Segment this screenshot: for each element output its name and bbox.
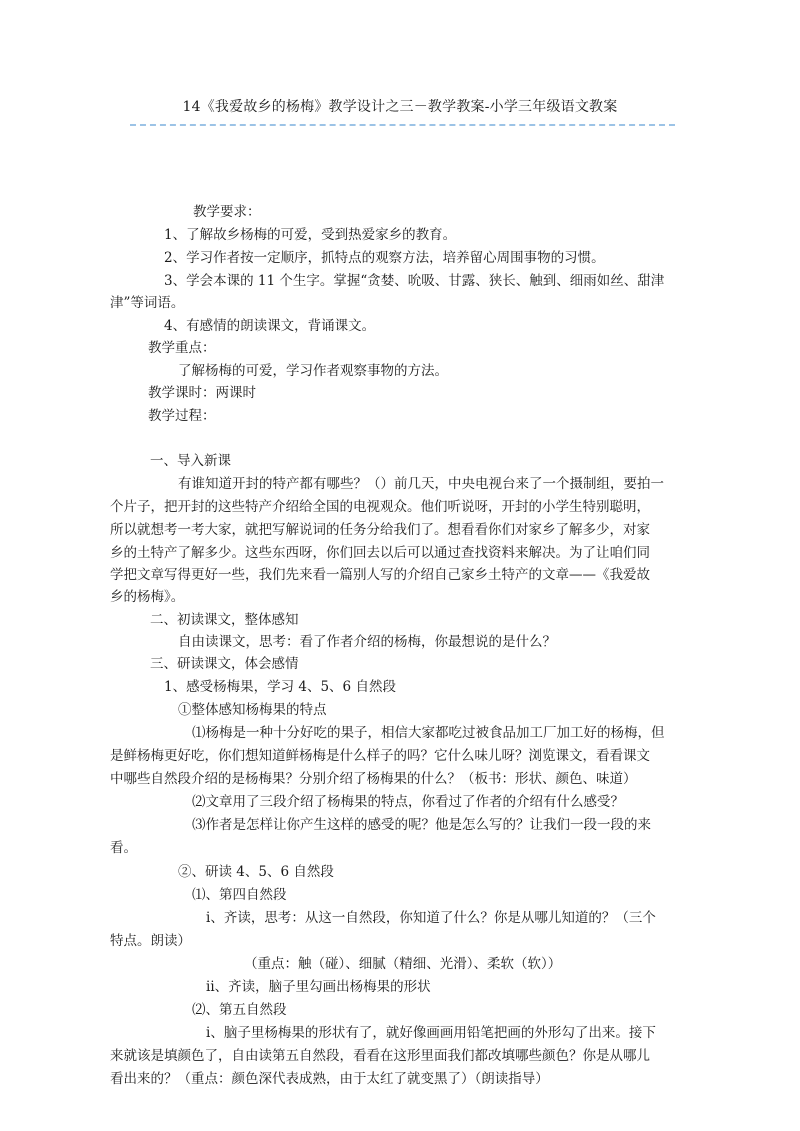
text-line: 有谁知道开封的特产都有哪些？（）前几天，中央电视台来了一个摄制组，要拍一	[178, 476, 664, 492]
text-line: 看出来的？（重点：颜色深代表成熟，由于太红了就变黑了）（朗读指导）	[110, 1071, 549, 1087]
text-line: ⑵、第五自然段	[192, 1002, 287, 1018]
text-line: ⅰ、齐读，思考：从这一自然段，你知道了什么？你是从哪儿知道的？（三个	[206, 910, 656, 926]
text-line: 特点。朗读）	[110, 933, 191, 949]
text-line: ①整体感知杨梅果的特点	[178, 702, 327, 718]
text-line: 自由读课文，思考：看了作者介绍的杨梅，你最想说的是什么？	[178, 634, 556, 650]
title-divider	[130, 124, 675, 126]
section-heading: 三、研读课文，体会感情	[150, 656, 299, 672]
section-heading: 一、导入新课	[150, 453, 231, 469]
text-line: 津”等词语。	[110, 295, 185, 311]
text-line: ②、研读 4、5、6 自然段	[178, 864, 334, 880]
text-line: 是鲜杨梅更好吃，你们想知道鲜杨梅是什么样子的吗？它什么味儿呀？浏览课文，看看课文	[110, 748, 650, 764]
section-heading: 二、初读课文，整体感知	[150, 612, 299, 628]
text-line: 教学要求：	[193, 204, 261, 220]
text-line: ⑵文章用了三段介绍了杨梅果的特点，你看过了作者的介绍有什么感受？	[192, 794, 624, 810]
text-line: 教学过程：	[148, 408, 216, 424]
text-line: 乡的杨梅》。	[110, 589, 185, 605]
text-line: ⑴杨梅是一种十分好吃的果子，相信大家都吃过被食品加工厂加工好的杨梅，但	[192, 725, 665, 741]
text-line: 1、了解故乡杨梅的可爱，受到热爱家乡的教育。	[164, 227, 457, 243]
text-line: 看。	[110, 840, 137, 856]
text-line: ⅰ、脑子里杨梅果的形状有了，就好像画画用铅笔把画的外形勾了出来。接下	[206, 1025, 656, 1041]
text-line: 学把文章写得更好一些，我们先来看一篇别人写的介绍自己家乡土特产的文章——《我爱故	[110, 567, 650, 583]
text-line: 2、学习作者按一定顺序，抓特点的观察方法，培养留心周围事物的习惯。	[164, 250, 605, 266]
text-line: ⅱ、齐读，脑子里勾画出杨梅果的形状	[206, 979, 431, 995]
text-line: （重点：触（碰）、细腻（精细、光滑）、柔软（软））	[244, 956, 562, 972]
text-line: 教学重点：	[148, 340, 216, 356]
text-line: 4、有感情的朗读课文，背诵课文。	[164, 318, 376, 334]
document-title: 14《我爱故乡的杨梅》教学设计之三－教学教案-小学三年级语文教案	[182, 99, 618, 115]
text-line: 所以就想考一考大家，就把写解说词的任务分给我们了。想看看你们对家乡了解多少，对家	[110, 522, 650, 538]
text-line: 来就该是填颜色了，自由读第五自然段，看看在这形里面我们都改填哪些颜色？你是从哪儿	[110, 1048, 650, 1064]
text-line: ⑶作者是怎样让你产生这样的感受的呢？他是怎么写的？让我们一段一段的来	[192, 817, 651, 833]
text-line: 教学课时：两课时	[148, 385, 256, 401]
text-line: 3、学会本课的 11 个生字。掌握“贪婪、吮吸、甘露、狭长、触到、细雨如丝、甜津	[164, 273, 665, 289]
text-line: 1、感受杨梅果，学习 4、5、6 自然段	[164, 679, 396, 695]
text-line: ⑴、第四自然段	[192, 887, 287, 903]
text-line: 中哪些自然段介绍的是杨梅果？分别介绍了杨梅果的什么？（板书：形状、颜色、味道）	[110, 771, 637, 787]
text-line: 个片子，把开封的这些特产介绍给全国的电视观众。他们听说呀，开封的小学生特别聪明，	[110, 499, 650, 515]
text-line: 乡的土特产了解多少。这些东西呀，你们回去以后可以通过查找资料来解决。为了让咱们同	[110, 545, 650, 561]
text-line: 了解杨梅的可爱，学习作者观察事物的方法。	[178, 363, 448, 379]
